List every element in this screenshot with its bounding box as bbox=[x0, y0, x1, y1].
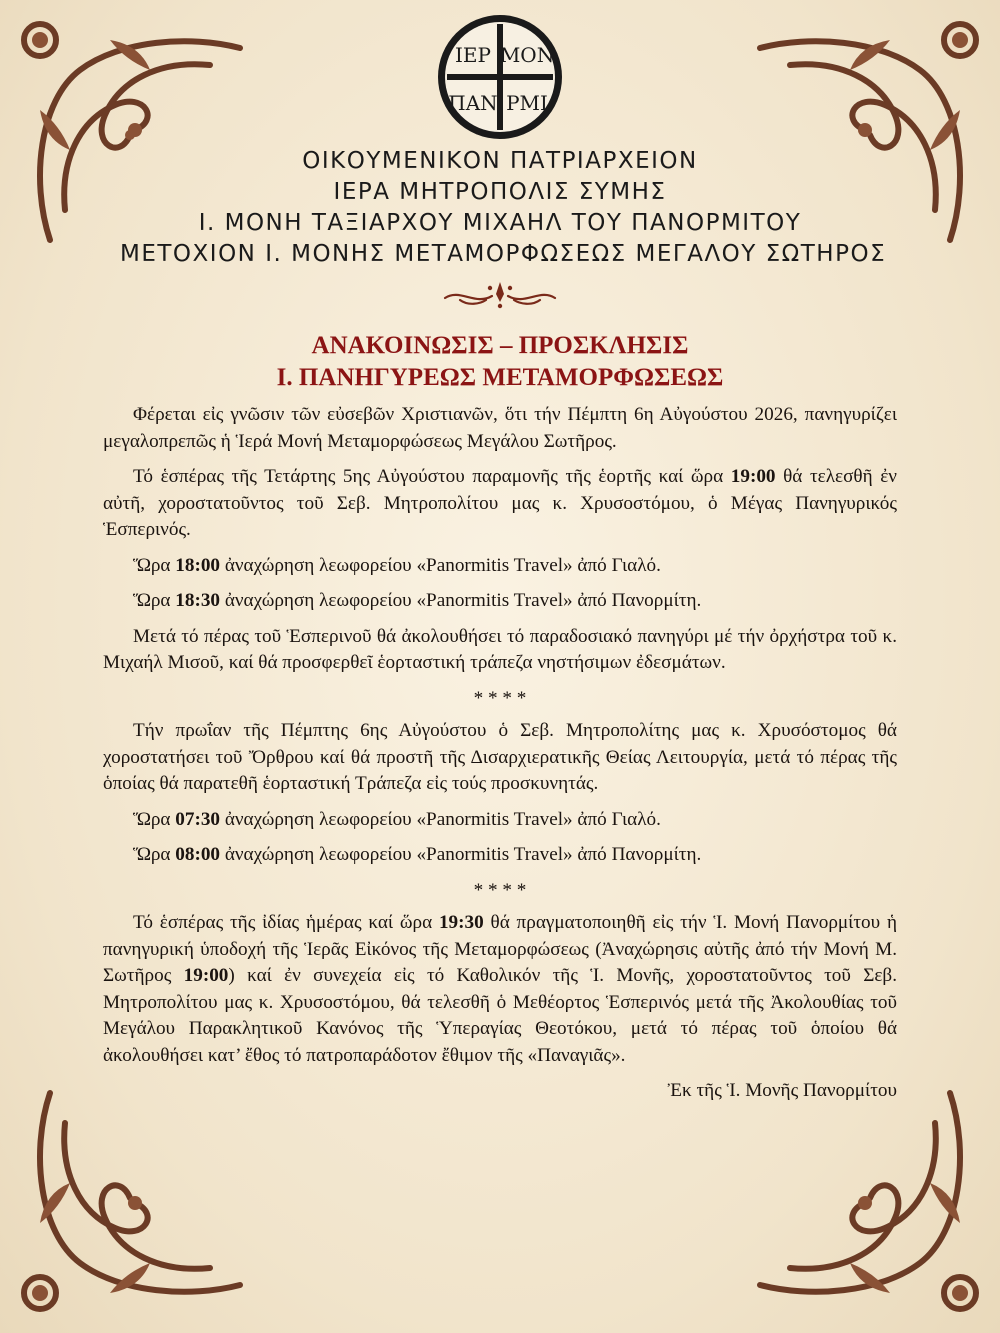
announcement-body bbox=[103, 402, 897, 1114]
paragraph-vespers: Τό ἑσπέρας τῆς Τετάρτης 5ης Αὐγούστου παραμονῆς τῆς ἑορτῆς καί ὥρα 19:00 θά τελεσθῆ ἐν αὐτῆ, χοροστατοῦντος τοῦ Σεβ. Μητροπολίτου μας κ. Χρυσοστόμου, ὁ Μέγας Πανηγυρικός Ἑσπερινός. bbox=[103, 466, 897, 540]
paragraph-liturgy: Τήν πρωΐαν τῆς Πέμπτης 6ης Αὐγούστου ὁ Σεβ. Μητροπολίτης μας κ. Χρυσόστομος θά χοροστατήσει τοῦ Ὄρθρου καί θά προστῆ τῆς Δισαρχιερατικῆς Θείας Λειτουργία, μετά τό πέρας τῆς ὁποίας θά παρατεθῆ ἑορταστική Τράπεζα εἰς τούς προσκυνητάς. bbox=[103, 720, 897, 794]
announcement-title bbox=[100, 330, 900, 394]
svg-text:ΜΟΝ: ΜΟΝ bbox=[499, 43, 555, 67]
bus-departure-2: Ὥρα 18:30 ἀναχώρηση λεωφορείου «Panormitis Travel» ἀπό Πανορμίτη. bbox=[133, 590, 702, 611]
svg-text:ΙΕΡ: ΙΕΡ bbox=[455, 43, 491, 67]
header-line-metropolis: ΙΕΡΑ ΜΗΤΡΟΠΟΛΙΣ ΣΥΜΗΣ bbox=[333, 179, 667, 205]
header-line-metochion: ΜΕΤΟΧΙΟΝ Ι. ΜΟΝΗΣ ΜΕΤΑΜΟΡΦΩΣΕΩΣ ΜΕΓΑΛΟΥ ΣΩΤΗΡΟΣ bbox=[120, 241, 887, 267]
paragraph-festival-feast: Μετά τό πέρας τοῦ Ἑσπερινοῦ θά ἀκολουθήσει τό παραδοσιακό πανηγύρι μέ τήν ὀρχήστρα τοῦ κ. Μιχαήλ Μισοῦ, καί θά προσφερθεῖ ἑορταστική τράπεζα νηστήσιμων ἐδεσμάτων. bbox=[103, 625, 897, 673]
section-separator-2: * * * * bbox=[473, 879, 527, 901]
paragraph-intro: Φέρεται εἰς γνῶσιν τῶν εὐσεβῶν Χριστιανῶν, ὅτι τήν Πέμπτη 6η Αὐγούστου 2026, πανηγυρίζει μεγαλοπρεπῶς ἡ Ἱερά Μονή Μεταμορφώσεως Μεγάλου Σωτῆρος. bbox=[103, 404, 897, 452]
header-line-patriarchate: ΟΙΚΟΥΜΕΝΙΚΟΝ ΠΑΤΡΙΑΡΧΕΙΟΝ bbox=[302, 148, 698, 174]
title-line-announcement: ΑΝΑΚΟΙΝΩΣΙΣ – ΠΡΟΣΚΛΗΣΙΣ bbox=[311, 332, 689, 359]
bus-time-2: 18:30 bbox=[175, 590, 221, 611]
time-icon-departure: 19:00 bbox=[183, 965, 229, 986]
svg-text:ΠΑΝ: ΠΑΝ bbox=[448, 91, 498, 115]
header-institutions bbox=[120, 146, 887, 270]
section-separator-1: * * * * bbox=[473, 687, 527, 709]
bus-departure-3: Ὥρα 07:30 ἀναχώρηση λεωφορείου «Panormitis Travel» ἀπό Γιαλό. bbox=[133, 808, 661, 830]
bus-time-4: 08:00 bbox=[175, 844, 221, 865]
bus-departure-4: Ὥρα 08:00 ἀναχώρηση λεωφορείου «Panormitis Travel» ἀπό Πανορμίτη. bbox=[133, 844, 702, 865]
bus-departure-1: Ὥρα 18:00 ἀναχώρηση λεωφορείου «Panormitis Travel» ἀπό Γιαλό. bbox=[133, 554, 661, 576]
title-line-festival: Ι. ΠΑΝΗΓΥΡΕΩΣ ΜΕΤΑΜΟΡΦΩΣΕΩΣ bbox=[276, 364, 724, 391]
time-vespers: 19:00 bbox=[730, 466, 776, 487]
svg-text:ΡΜΙ: ΡΜΙ bbox=[506, 91, 548, 115]
bus-time-1: 18:00 bbox=[175, 554, 221, 576]
paragraph-icon-reception: Τό ἑσπέρας τῆς ἰδίας ἡμέρας καί ὥρα 19:30 θά πραγματοποιηθῆ εἰς τήν Ἱ. Μονή Πανορμίτου ἡ πανηγυρική ὑποδοχή τῆς Ἱερᾶς Εἰκόνος τῆς Μεταμορφώσεως (Ἀναχώρησις αὐτῆς ἀπό τήν Μονή Μ. Σωτῆρος 19:00) καί ἐν συνεχεία εἰς τό Καθολικόν τῆς Ἱ. Μονῆς, χοροστατοῦντος τοῦ Σεβ. Μητροπολίτου μας κ. Χρυσοστόμου, θά τελεσθῆ ὁ Μεθέορτος Ἑσπερινός μετά τῆς Ἀκολουθίας τοῦ Μεγάλου Παρακλητικοῦ Κανόνος τῆς Ὑπεραγίας Θεοτόκου, μετά τό πέρας τοῦ ὁποίου θά ἀκολουθήσει κατ’ ἔθος τό πατροπαράδοτον ἔθιμον τῆς «Παναγιᾶς». bbox=[103, 912, 897, 1066]
header-line-monastery: Ι. ΜΟΝΗ ΤΑΞΙΑΡΧΟΥ ΜΙΧΑΗΛ ΤΟΥ ΠΑΝΟΡΜΙΤΟΥ bbox=[198, 210, 802, 236]
monastery-seal-logo bbox=[435, 12, 565, 142]
time-reception: 19:30 bbox=[438, 912, 484, 933]
divider-ornament bbox=[440, 280, 560, 310]
signature: Ἐκ τῆς Ἱ. Μονῆς Πανορμίτου bbox=[667, 1080, 897, 1101]
bus-time-3: 07:30 bbox=[175, 808, 221, 830]
